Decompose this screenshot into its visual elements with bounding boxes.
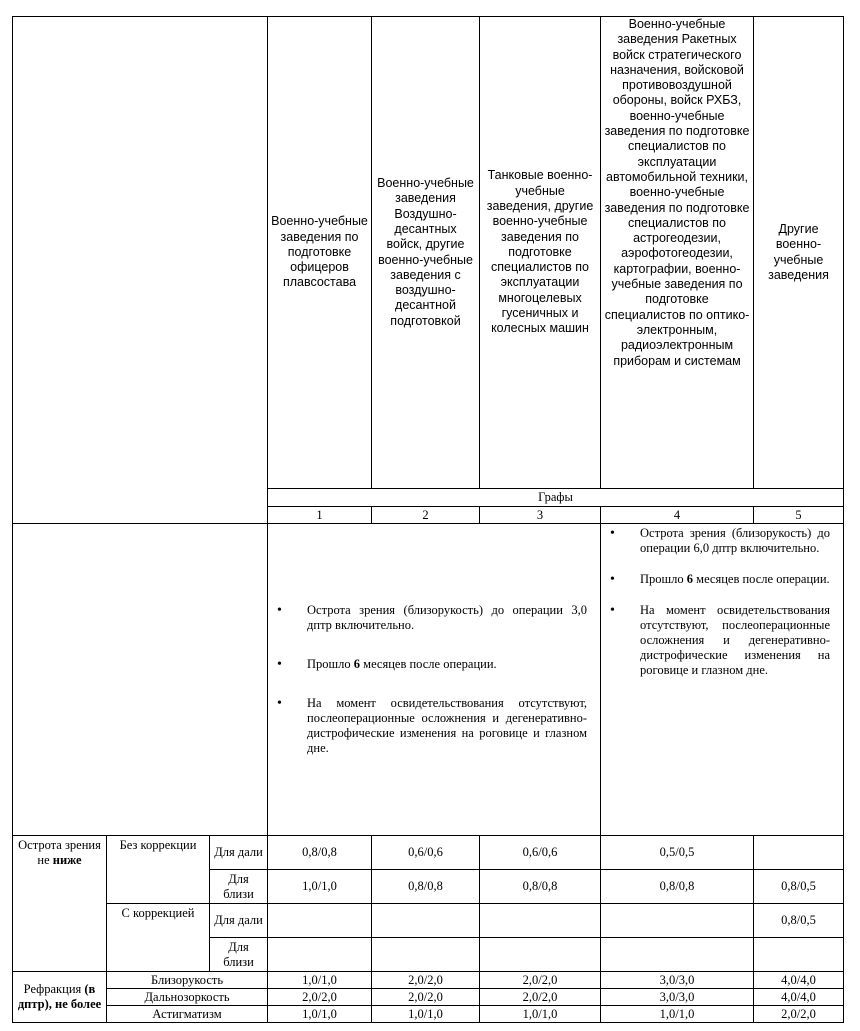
vision-requirements-table [12, 16, 844, 1023]
refraction-value: 1,0/1,0 [601, 1006, 754, 1023]
header-col-3: Танковые военно-учебные заведения, другие военно-учебные заведения по подготовке специалистов по эксплуатации многоцелевых гусеничных и колесных машин [480, 17, 601, 489]
acuity-value: 1,0/1,0 [268, 870, 372, 904]
refraction-value: 1,0/1,0 [268, 1006, 372, 1023]
condition-item: • Прошло 6 месяцев после операции. [307, 657, 587, 672]
acuity-value [372, 904, 480, 938]
conditions-list-4-5 [604, 524, 840, 678]
refraction-value: 2,0/2,0 [268, 989, 372, 1006]
refraction-value: 2,0/2,0 [480, 972, 601, 989]
far-label: Для дали [210, 836, 268, 870]
refraction-value: 2,0/2,0 [754, 1006, 844, 1023]
acuity-value: 0,8/0,5 [754, 870, 844, 904]
acuity-value: 0,6/0,6 [372, 836, 480, 870]
acuity-value: 0,8/0,8 [372, 870, 480, 904]
refraction-row-label: Дальнозоркость [107, 989, 268, 1006]
conditions-cols-1-3 [268, 524, 601, 836]
condition-item: • Острота зрения (близорукость) до операции 3,0 дптр включительно. [307, 603, 587, 633]
column-number: 4 [601, 507, 754, 524]
acuity-value [601, 904, 754, 938]
header-col-5: Другие военно-учебные заведения [754, 17, 844, 489]
acuity-value: 0,6/0,6 [480, 836, 601, 870]
acuity-value [480, 904, 601, 938]
condition-item: • На момент освидетельствования отсутствуют, послеоперационные осложнения и дегенеративно-дистрофические изменения на роговице и глазном дне. [307, 696, 587, 756]
header-col-2: Военно-учебные заведения Воздушно-десантных войск, другие военно-учебные заведения с воздушно-десантной подготовкой [372, 17, 480, 489]
acuity-value: 0,5/0,5 [601, 836, 754, 870]
conditions-cols-4-5 [601, 524, 844, 836]
refraction-value: 2,0/2,0 [372, 989, 480, 1006]
acuity-value [268, 938, 372, 972]
column-number: 2 [372, 507, 480, 524]
header-col-1: Военно-учебные заведения по подготовке офицеров плавсостава [268, 17, 372, 489]
acuity-value [372, 938, 480, 972]
acuity-value: 0,8/0,8 [601, 870, 754, 904]
refraction-value: 3,0/3,0 [601, 989, 754, 1006]
refraction-value: 1,0/1,0 [480, 1006, 601, 1023]
empty-conditions-label-cell [13, 524, 268, 836]
acuity-label: Острота зрения не ниже [13, 836, 107, 972]
near-label: Для близи [210, 870, 268, 904]
column-number: 5 [754, 507, 844, 524]
refraction-value: 1,0/1,0 [268, 972, 372, 989]
refraction-value: 4,0/4,0 [754, 989, 844, 1006]
refraction-label: Рефракция (в дптр), не более [13, 972, 107, 1023]
refraction-row-label: Астигматизм [107, 1006, 268, 1023]
empty-corner-cell [13, 17, 268, 524]
refraction-value: 3,0/3,0 [601, 972, 754, 989]
acuity-value: 0,8/0,8 [268, 836, 372, 870]
acuity-value: 0,8/0,8 [480, 870, 601, 904]
without-correction-label: Без коррекции [107, 836, 210, 904]
acuity-value [268, 904, 372, 938]
refraction-value: 1,0/1,0 [372, 1006, 480, 1023]
acuity-value [601, 938, 754, 972]
grafy-label: Графы [268, 489, 844, 507]
column-number: 3 [480, 507, 601, 524]
acuity-value: 0,8/0,5 [754, 904, 844, 938]
near-label: Для близи [210, 938, 268, 972]
acuity-value [754, 836, 844, 870]
with-correction-label: С коррекцией [107, 904, 210, 972]
refraction-value: 4,0/4,0 [754, 972, 844, 989]
far-label: Для дали [210, 904, 268, 938]
acuity-value [480, 938, 601, 972]
refraction-row-label: Близорукость [107, 972, 268, 989]
acuity-value [754, 938, 844, 972]
condition-item: • На момент освидетельствования отсутствуют, послеоперационные осложнения и дегенеративно-дистрофические изменения на роговице и глазном дне. [640, 603, 830, 678]
column-number: 1 [268, 507, 372, 524]
header-col-4: Военно-учебные заведения Ракетных войск стратегического назначения, войсковой противовоздушной обороны, войск РХБЗ, военно-учебные заведения по подготовке специалистов по эксплуатации автомобильной техники, военно-учебные заведения по подготовке специалистов по астрогеодезии, аэрофотогеодезии, картографии, военно-учебные заведения по подготовке специалистов по оптико-электронным, радиоэлектронным приборам и системам [601, 17, 754, 489]
refraction-value: 2,0/2,0 [372, 972, 480, 989]
refraction-value: 2,0/2,0 [480, 989, 601, 1006]
condition-item: • Прошло 6 месяцев после операции. [640, 572, 830, 587]
conditions-list-1-3 [271, 603, 597, 756]
condition-item: • Острота зрения (близорукость) до операции 6,0 дптр включительно. [640, 526, 830, 556]
